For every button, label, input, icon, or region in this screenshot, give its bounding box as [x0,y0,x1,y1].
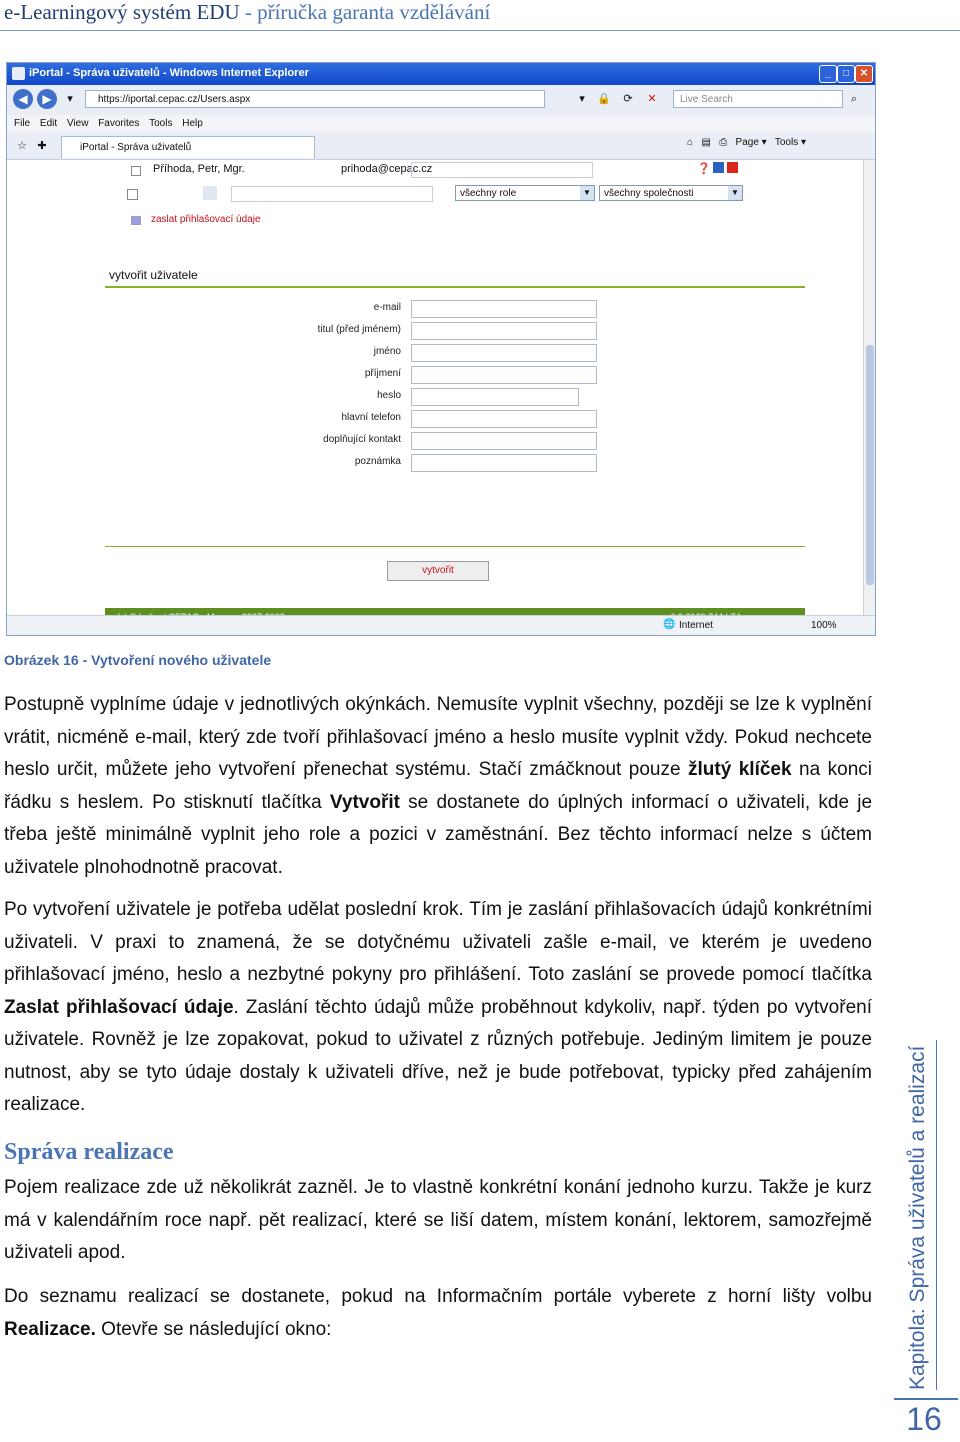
back-icon[interactable]: ◀ [13,89,33,109]
menu-tools[interactable]: Tools [149,118,173,129]
feeds-icon[interactable]: ▤ [701,137,711,148]
minimize-button[interactable]: _ [819,65,837,83]
paragraph-2-text-c: . Zaslání těchto údajů může proběhnout kdykoliv, např. týden po vytvoření uživatele. Rovněž je lze zopakovat, pokud to uživatel z různých potřebuje. Jediným limitem je pouze nutnost, aby se tyto údaje dostaly k uživateli dříve, než je bude potřebovat, typicky před zahájením realizace. [4,996,872,1115]
stop-icon[interactable]: ✕ [647,93,657,105]
tools-menu[interactable]: Tools [774,137,799,148]
contact-label: doplňující kontakt [323,434,401,445]
add-favorite-icon[interactable]: ✚ [37,140,47,152]
menu-edit[interactable]: Edit [39,118,58,129]
current-user-email: prihoda@cepac.cz [341,163,433,175]
dropdown-icon[interactable]: ▾ [579,93,585,105]
note-field[interactable] [411,454,597,472]
url-input[interactable]: https://iportal.cepac.cz/Users.aspx [85,90,545,108]
print-icon[interactable]: ⎙ [719,137,728,148]
search-icon[interactable]: ⌕ [850,93,858,105]
create-button[interactable]: vytvořit [387,561,489,581]
filter-field[interactable] [231,186,433,202]
companies-select-value: všechny společnosti [604,188,694,199]
menu-view[interactable]: View [66,118,89,129]
phone-label: hlavní telefon [341,412,401,423]
refresh-icon[interactable]: ⟳ [623,93,633,105]
close-button[interactable]: ✕ [855,65,873,83]
last-name-label: příjmení [364,368,401,379]
roles-select[interactable] [455,185,595,201]
home-icon[interactable]: ⌂ [687,137,694,148]
page-number: 16 [906,1401,942,1437]
favorites-star-icon[interactable]: ☆ [17,140,27,152]
info-icon[interactable] [713,162,724,173]
paragraph-2-text-a: Po vytvoření uživatele je potřeba udělat poslední krok. Tím je zaslání přihlašovacích údajů konkrétními uživateli. V praxi to znamená, že se dotyčnému uživateli zašle e-mail, ve kterém je uvedeno přihlašovací jméno, heslo a nezbytné pokyny pro přihlášení. Toto zaslání se provede pomocí tlačítka [4,899,872,985]
page-content [7,160,863,615]
section-title: Správa realizace [4,1139,174,1165]
paragraph-1-text-a: Postupně vyplníme údaje v jednotlivých okýnkách. Nemusíte vyplnit všechny, později se lze k vyplnění vrátit, nicméně e-mail, který zde tvoří přihlašovací jméno a heslo musíte vyplnit vždy. Pokud nechcete heslo určit, můžete jeho vytvoření přenechat systému. Stačí zmáčknout pouze [4,694,872,780]
user-row-field [411,162,593,178]
paragraph-4-text-c: Otevře se následující okno: [95,1318,332,1340]
history-dropdown-icon[interactable]: ▾ [67,93,73,105]
chapter-label [906,1046,930,1390]
page-number-divider [894,1398,958,1400]
page-menu[interactable]: Page [735,137,759,148]
yellow-key-term: žlutý klíček [688,759,792,780]
current-user-name: Příhoda, Petr, Mgr. [153,163,245,175]
paragraph-4-text-a: Do seznamu realizací se dostanete, pokud na Informačním portále vyberete z horní lišty volbu [4,1286,872,1307]
status-bar [7,615,875,636]
folder-icon [203,186,217,200]
create-term: Vytvořit [329,791,400,813]
chapter-sidebar [902,1045,932,1390]
title-label: titul (před jménem) [317,324,401,335]
header-title: e-Learningový systém EDU [4,0,240,24]
vertical-scrollbar[interactable] [863,160,876,615]
chevron-down-icon: ▼ [728,186,742,200]
zoom-level[interactable]: 100% [811,620,837,631]
user-checkbox[interactable] [131,166,141,176]
zone-label: Internet [679,620,713,631]
form-bottom-divider [105,546,805,547]
chapter-divider [936,1040,937,1390]
menu-bar [7,115,875,133]
realizace-term: Realizace. [4,1318,96,1340]
forward-icon[interactable]: ▶ [37,89,57,109]
form-divider [105,286,805,288]
tab-iportal[interactable]: iPortal - Správa uživatelů [61,136,315,158]
help-icon[interactable]: ❓ [697,163,711,175]
address-bar [7,85,875,116]
email-label: e-mail [373,302,401,313]
header-subtitle: - příručka garanta vzdělávání [244,0,491,24]
document-header [4,0,490,25]
figure-caption: Obrázek 16 - Vytvoření nového uživatele [4,652,272,668]
row-checkbox[interactable] [127,189,138,200]
note-label: poznámka [354,456,401,467]
menu-favorites[interactable]: Favorites [98,118,140,129]
title-field[interactable] [411,322,597,340]
last-name-field[interactable] [411,366,597,384]
send-credentials-term: Zaslat přihlašovací údaje [4,996,234,1018]
phone-field[interactable] [411,410,597,428]
first-name-field[interactable] [411,344,597,362]
tabs-bar [7,133,875,160]
chapter-prefix: Kapitola: [906,1302,929,1390]
contact-field[interactable] [411,432,597,450]
window-title: iPortal - Správa uživatelů - Windows Internet Explorer [29,67,309,79]
lock-icon[interactable]: 🔒 [597,93,611,105]
scrollbar-thumb[interactable] [866,345,874,585]
first-name-label: jméno [373,346,401,357]
send-credentials-link[interactable]: zaslat přihlašovací údaje [151,214,261,225]
companies-select[interactable] [599,185,743,201]
delete-icon[interactable] [727,162,738,173]
email-field[interactable] [411,300,597,318]
envelope-icon [131,216,141,225]
paragraph-3: Pojem realizace zde už několikrát zazněl. Je to vlastně konkrétní konání jednoho kurzu. Takže je kurz má v kalendářním roce např. pět realizací, které se liší datem, místem konání, lektorem, samozřejmě uživateli apod. [4,1177,872,1263]
paragraph-1-text-e: se dostanete do úplných informací o uživateli, kde je třeba ještě minimálně vyplnit jeho role a pozici v zaměstnání. Bez těchto informací nelze s účtem uživatele plnohodnotně pracovat. [4,791,873,878]
command-bar: ⌂ ▤ ⎙ Page ▾ Tools ▾ [687,137,807,148]
browser-screenshot [6,62,876,636]
window-titlebar [7,63,875,85]
form-title: vytvořit uživatele [109,268,198,282]
menu-file[interactable]: File [14,118,31,129]
paragraph-4 [4,1281,872,1346]
header-divider [0,30,960,31]
search-input[interactable]: Live Search [673,90,843,108]
paragraph-2 [4,894,872,1122]
paragraph-1 [4,689,872,884]
menu-help[interactable]: Help [182,118,203,129]
paragraph-1-text-c: na konci řádku s heslem. Po stisknutí tlačítka [4,759,872,813]
globe-icon: 🌐 [663,619,676,630]
maximize-button[interactable]: □ [837,65,855,83]
chapter-name: Správa uživatelů a realizací [906,1045,929,1303]
password-field[interactable] [411,388,579,406]
chevron-down-icon: ▼ [580,186,594,200]
password-label: heslo [377,390,401,401]
roles-select-value: všechny role [460,188,517,199]
ie-logo-icon [12,67,25,80]
